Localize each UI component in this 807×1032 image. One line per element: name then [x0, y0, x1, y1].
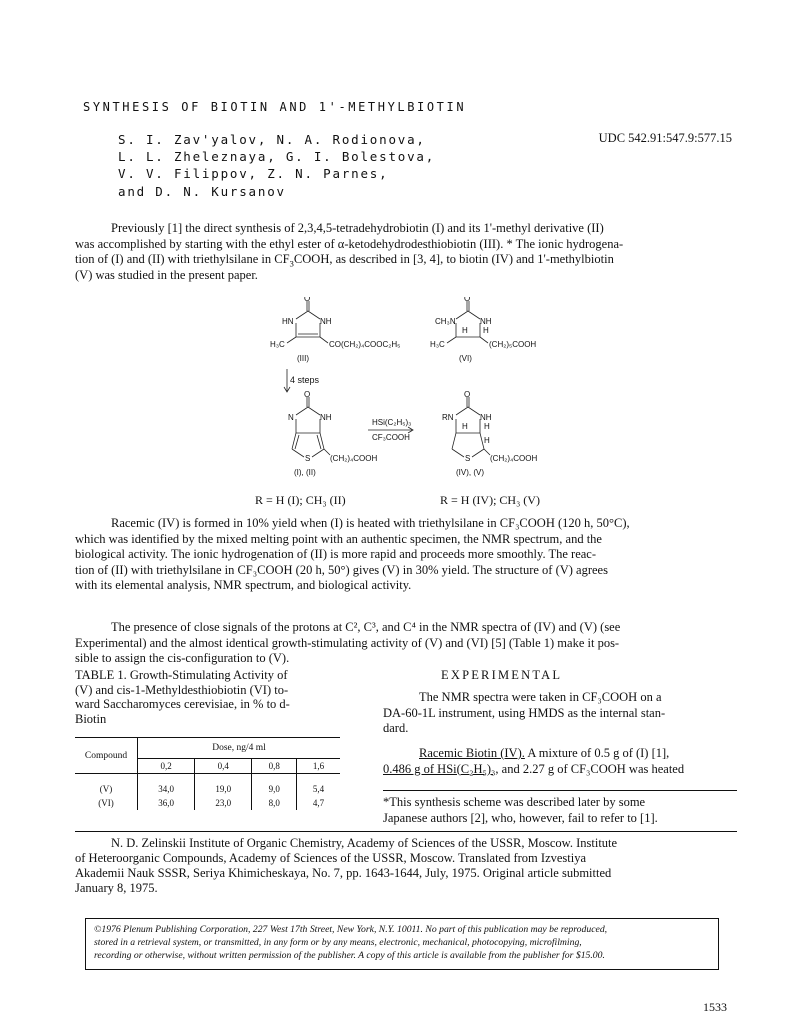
experimental-line-1: The NMR spectra were taken in CF₃COOH on a: [419, 690, 662, 704]
affiliation-line-4: January 8, 1975.: [75, 881, 158, 895]
affiliation-rule: [75, 831, 737, 832]
iii-methyl: H₃C: [270, 340, 285, 349]
experimental-line-3: dard.: [383, 721, 409, 735]
table-caption-line-1: TABLE 1. Growth-Stimulating Activity of: [75, 668, 288, 682]
r-definition-left: R = H (I); CH₃ (II): [255, 493, 346, 507]
copyright-line-3: recording or otherwise, without written permission of the publisher. A copy of this article is available from the publisher for $15.00.: [94, 950, 605, 961]
affiliation-line-2: of Heteroorganic Compounds, Academy of Sciences of the USSR, Moscow. Translated from Izvestiya: [75, 851, 587, 865]
iii-side-chain: CO(CH₂)₄COOC₂H₅: [329, 340, 401, 349]
copyright-line-2: stored in a retrieval system, or transmitted, in any form or by any means, electronic, mechanical, photocopying, microfilming,: [94, 937, 582, 948]
value-cell: 5,4: [312, 784, 325, 794]
footnote-rule: [383, 790, 737, 791]
author-line-3: V. V. Filippov, Z. N. Parnes,: [118, 166, 389, 182]
experimental-heading: EXPERIMENTAL: [441, 668, 563, 682]
racemic-biotin-procedure: [383, 746, 737, 777]
racemic-line-2: 0.486 g of HSi(C₂H₅)₃, and 2.27 g of CF₃COOH was heated: [383, 761, 685, 776]
intro-paragraph: [75, 221, 735, 283]
racemic-biotin-title: Racemic Biotin (IV).: [419, 746, 525, 760]
vi-n-left: CH₃N: [435, 317, 456, 326]
affiliation-note: [75, 836, 737, 896]
iv-n-left: RN: [442, 413, 454, 422]
results-line-5: with its elemental analysis, NMR spectrum, and biological activity.: [75, 578, 412, 592]
i-oxygen: O: [304, 390, 311, 399]
compound-cell: (V): [75, 774, 138, 797]
value-cell: 4,7: [312, 798, 325, 808]
header-compound: Compound: [75, 738, 138, 774]
affiliation-line-3: Akademii Nauk SSSR, Seriya Khimicheskaya, No. 7, pp. 1643-1644, July, 1975. Original article submitted: [75, 866, 612, 880]
table-caption-line-2: (V) and cis-1-Methyldesthiobiotin (VI) to-: [75, 682, 289, 697]
value-cell: 9,0: [252, 774, 297, 797]
author-line-4: and D. N. Kursanov: [118, 183, 286, 199]
table-row: [75, 796, 340, 810]
racemic-line-1: Racemic Biotin (IV). A mixture of 0.5 g of (I) [1],: [419, 746, 670, 760]
iv-n-right: NH: [480, 413, 492, 422]
value-cell: 34,0: [138, 774, 195, 797]
results-line-3: biological activity. The ionic hydrogenation of (II) is more rapid and proceeds more smoothly. The reac-: [75, 547, 597, 561]
copyright-box: [85, 918, 719, 970]
dose-value: 0,8: [252, 759, 297, 774]
vi-oxygen: O: [464, 297, 471, 303]
dose-value: 1,6: [312, 761, 325, 771]
author-line-1: S. I. Zav'yalov, N. A. Rodionova,: [118, 132, 426, 147]
vi-h2: H: [483, 326, 489, 335]
iv-h2: H: [484, 422, 490, 431]
vi-side-chain: (CH₂)₅COOH: [489, 340, 537, 349]
experimental-intro: [383, 690, 737, 737]
steps-label: 4 steps: [290, 375, 320, 385]
experimental-line-2: DA-60-1L instrument, using HMDS as the internal stan-: [383, 705, 666, 720]
configuration-line-1: The presence of close signals of the protons at C², C³, and C⁴ in the NMR spectra of (IV) and (V) (see: [111, 620, 621, 634]
intro-line-2: was accomplished by starting with the ethyl ester of α-ketodehydrodesthiobiotin (III). * The ionic hydrogena-: [75, 236, 624, 251]
intro-line-4: (V) was studied in the present paper.: [75, 267, 258, 282]
vi-n-right: NH: [480, 317, 492, 326]
intro-line-3: tion of (I) and (II) with triethylsilane in $CF_3COOH$, as described in [3, 4], to biotin (IV) and 1'-methylbiotin: [75, 252, 614, 269]
iii-n-left: HN: [282, 317, 294, 326]
intro-line-1: Previously [1] the direct synthesis of 2,3,4,5-tetradehydrobiotin (I) and its 1'-methyl derivative (II): [111, 221, 604, 235]
vi-methyl: H₃C: [430, 340, 445, 349]
configuration-line-3: sible to assign the cis-configuration to (V).: [75, 651, 290, 665]
i-n-left: N: [288, 413, 294, 422]
value-cell: 36,0: [138, 796, 195, 810]
i-n-right: NH: [320, 413, 332, 422]
iv-h1: H: [462, 422, 468, 431]
table-caption: [75, 668, 353, 726]
iv-oxygen: O: [464, 390, 471, 399]
iv-label: (IV), (V): [456, 468, 484, 477]
affiliation-line-1: N. D. Zelinskii Institute of Organic Chemistry, Academy of Sciences of the USSR, Moscow. Institute: [111, 836, 618, 850]
author-line-2: L. L. Zheleznaya, G. I. Bolestova,: [118, 149, 436, 165]
dose-value: 0,4: [195, 759, 252, 774]
iv-side-chain: (CH₂)₄COOH: [490, 454, 538, 463]
table-caption-line-4: Biotin: [75, 711, 107, 726]
iii-oxygen: O: [304, 297, 311, 303]
results-line-4: tion of (II) with triethylsilane in CF₃COOH (20 h, 50°) gives (V) in 30% yield. The structure of (V) agrees: [75, 562, 608, 577]
value-cell: 8,0: [252, 796, 297, 810]
i-sulfur: S: [305, 454, 311, 463]
copyright-line-1: ©1976 Plenum Publishing Corporation, 227 West 17th Street, New York, N.Y. 10011. No part of this publication may be reproduced,: [94, 924, 608, 935]
iii-label: (III): [297, 354, 309, 363]
udc-code: UDC 542.91:547.9:577.15: [598, 131, 732, 145]
value-cell: 19,0: [195, 774, 252, 797]
r-definition-right: R = H (IV); CH₃ (V): [440, 493, 540, 507]
author-list: [118, 131, 435, 200]
configuration-paragraph: [75, 620, 735, 667]
results-line-2: which was identified by the mixed melting point with an authentic specimen, the NMR spectrum, and the: [75, 531, 602, 546]
footnote-line-1: *This synthesis scheme was described later by some: [383, 795, 646, 809]
paper-title: SYNTHESIS OF BIOTIN AND 1'-METHYLBIOTIN: [83, 100, 467, 114]
activity-table: [75, 737, 340, 810]
reagent-acid: CF₃COOH: [372, 433, 410, 442]
footnote-line-2: Japanese authors [2], who, however, fail to refer to [1].: [383, 810, 658, 825]
table-caption-line-3: ward Saccharomyces cerevisiae, in % to d-: [75, 697, 290, 712]
configuration-line-2: Experimental) and the almost identical growth-stimulating activity of (V) and (VI) [5] (Table 1) make it pos-: [75, 635, 620, 650]
compound-cell: (VI): [75, 796, 138, 810]
header-dose: Dose, ng/4 ml: [138, 738, 341, 759]
iii-n-right: NH: [320, 317, 332, 326]
vi-h1: H: [462, 326, 468, 335]
iv-h3: H: [484, 436, 490, 445]
dose-value: 0,2: [138, 759, 195, 774]
value-cell: 23,0: [195, 796, 252, 810]
results-line-1: Racemic (IV) is formed in 10% yield when (I) is heated with triethylsilane in CF₃COOH (120 h, 50°C),: [111, 516, 630, 530]
reaction-scheme: [230, 297, 560, 512]
page-number: 1533: [703, 1000, 727, 1014]
vi-label: (VI): [459, 354, 472, 363]
i-side-chain: (CH₂)₄COOH: [330, 454, 378, 463]
table-row: [75, 774, 340, 797]
iv-sulfur: S: [465, 454, 471, 463]
reagent-silane: HSi(C₂H₅)₃: [372, 418, 412, 427]
results-paragraph: [75, 516, 735, 594]
i-label: (I), (II): [294, 468, 316, 477]
footnote: [383, 795, 737, 826]
